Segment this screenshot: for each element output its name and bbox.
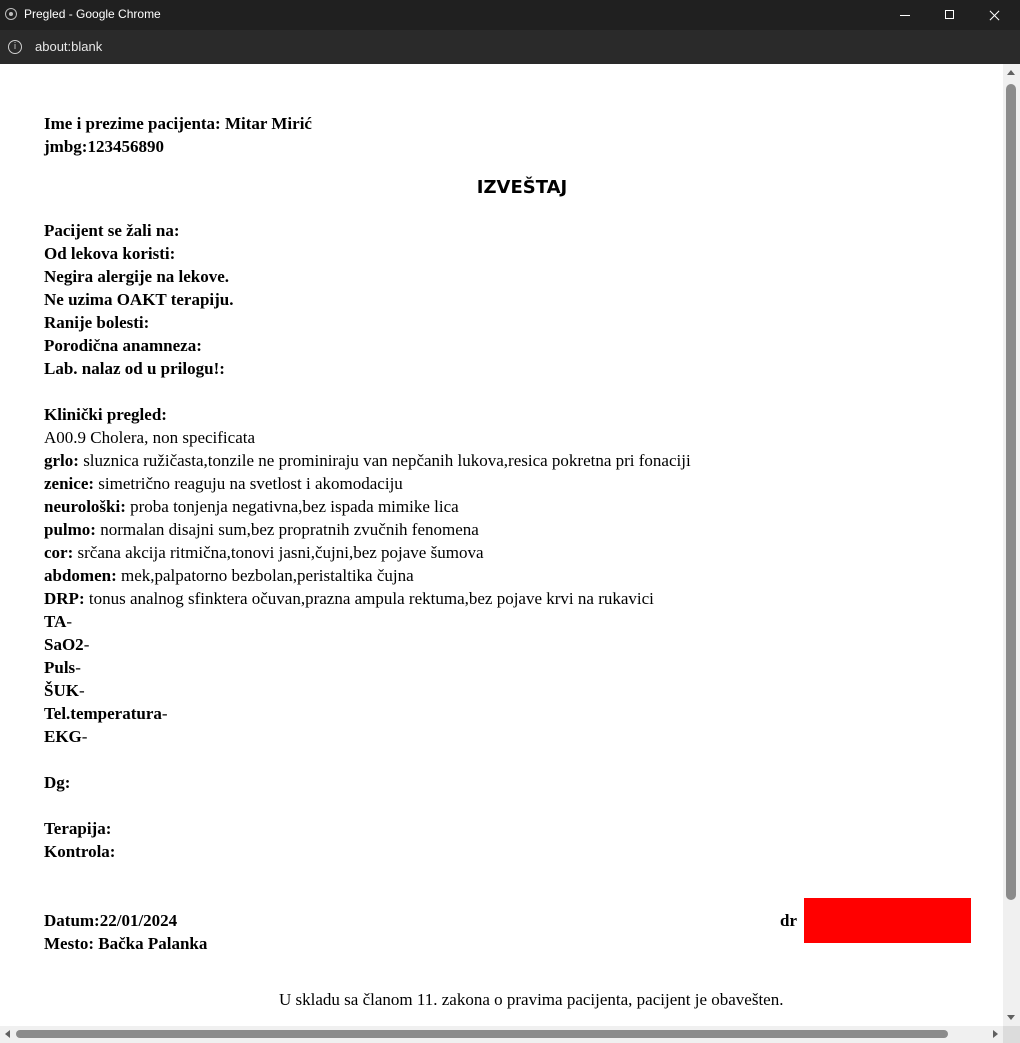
finding-row	[44, 472, 974, 495]
chrome-icon	[5, 8, 17, 20]
vertical-scroll-thumb[interactable]	[1006, 84, 1016, 900]
patient-name: Ime i prezime pacijenta: Mitar Mirić	[44, 114, 312, 133]
scrollbar-corner	[1003, 1026, 1020, 1043]
finding-label: zenice:	[44, 474, 95, 493]
place-label: Mesto: Bačka Palanka	[44, 934, 208, 953]
finding-value: mek,palpatorno bezbolan,peristaltika čujna	[116, 566, 414, 585]
spacer	[44, 863, 974, 886]
minimize-button[interactable]	[882, 0, 928, 30]
vital-value: -	[75, 658, 81, 677]
vital-row	[44, 610, 974, 633]
finding-label: DRP:	[44, 589, 85, 608]
finding-label: grlo:	[44, 451, 79, 470]
finding-row	[44, 564, 974, 587]
finding-label: neurološki:	[44, 497, 126, 516]
vital-label: Puls	[44, 658, 76, 677]
spacer	[44, 380, 974, 403]
window-titlebar	[0, 0, 1020, 30]
maximize-button[interactable]	[927, 0, 973, 30]
horizontal-scrollbar[interactable]	[0, 1026, 1003, 1043]
anamnesis-line: Od lekova koristi:	[44, 244, 176, 263]
report-title-text: IZVEŠTAJ	[476, 177, 568, 198]
scroll-down-icon[interactable]	[1007, 1015, 1015, 1020]
control-label: Kontrola:	[44, 842, 116, 861]
patient-notice: U skladu sa članom 11. zakona o pravima pacijenta, pacijent je obavešten.	[279, 990, 784, 1009]
finding-value: tonus analnog sfinktera očuvan,prazna ampula rektuma,bez pojave krvi na rukavici	[84, 589, 654, 608]
anamnesis-line: Lab. nalaz od u prilogu!:	[44, 359, 225, 378]
anamnesis-line: Porodična anamneza:	[44, 336, 202, 355]
finding-label: cor:	[44, 543, 74, 562]
vital-label: SaO2	[44, 635, 84, 654]
finding-label: abdomen:	[44, 566, 117, 585]
finding-row	[44, 587, 974, 610]
close-button[interactable]	[971, 0, 1017, 30]
therapy-label: Terapija:	[44, 819, 112, 838]
vital-row	[44, 679, 974, 702]
vital-value: -	[78, 681, 85, 700]
report-document	[44, 112, 974, 955]
window-title: Pregled - Google Chrome	[24, 7, 161, 21]
finding-value: srčana akcija ritmična,tonovi jasni,čujni,bez pojave šumova	[73, 543, 484, 562]
page-viewport	[0, 64, 1003, 1026]
finding-row	[44, 449, 974, 472]
vital-label: EKG	[44, 727, 82, 746]
finding-value: simetrično reaguju na svetlost i akomodaciju	[94, 474, 403, 493]
vital-row	[44, 702, 974, 725]
diagnosis-code: A00.9 Cholera, non specificata	[44, 428, 256, 447]
vital-row	[44, 633, 974, 656]
exam-heading: Klinički pregled:	[44, 405, 167, 424]
anamnesis-line: Ranije bolesti:	[44, 313, 150, 332]
vital-value: -	[66, 612, 73, 631]
vital-value: -	[81, 727, 88, 746]
dg-label: Dg:	[44, 773, 71, 792]
vital-label: ŠUK	[44, 681, 79, 700]
redaction-box	[804, 898, 971, 943]
spacer	[44, 794, 974, 817]
info-icon[interactable]: i	[8, 40, 22, 54]
scroll-left-icon[interactable]	[5, 1030, 10, 1038]
vital-label: Tel.temperatura	[44, 704, 162, 723]
url-text[interactable]: about:blank	[35, 39, 103, 54]
finding-value: proba tonjenja negativna,bez ispada mimike lica	[125, 497, 459, 516]
finding-row	[44, 518, 974, 541]
doctor-prefix: dr	[780, 911, 797, 930]
anamnesis-line: Negira alergije na lekove.	[44, 267, 230, 286]
finding-value: sluznica ružičasta,tonzile ne prominiraju van nepčanih lukova,resica pokretna pri fonaciji	[78, 451, 691, 470]
report-title	[0, 176, 1000, 199]
vital-label: TA	[44, 612, 67, 631]
finding-label: pulmo:	[44, 520, 96, 539]
horizontal-scroll-thumb[interactable]	[16, 1030, 948, 1038]
vital-value: -	[83, 635, 90, 654]
finding-row	[44, 495, 974, 518]
vital-row	[44, 725, 974, 748]
anamnesis-line: Pacijent se žali na:	[44, 221, 180, 240]
signature-row	[44, 909, 974, 932]
patient-jmbg: jmbg:123456890	[44, 137, 164, 156]
scroll-right-icon[interactable]	[993, 1030, 998, 1038]
vital-value: -	[161, 704, 168, 723]
address-bar[interactable]	[0, 30, 1020, 64]
scroll-up-icon[interactable]	[1007, 70, 1015, 75]
anamnesis-line: Ne uzima OAKT terapiju.	[44, 290, 234, 309]
finding-value: normalan disajni sum,bez propratnih zvučnih fenomena	[95, 520, 479, 539]
vital-row	[44, 656, 974, 679]
vertical-scrollbar[interactable]	[1003, 64, 1020, 1026]
date-label: Datum:22/01/2024	[44, 911, 178, 930]
spacer	[44, 748, 974, 771]
finding-row	[44, 541, 974, 564]
